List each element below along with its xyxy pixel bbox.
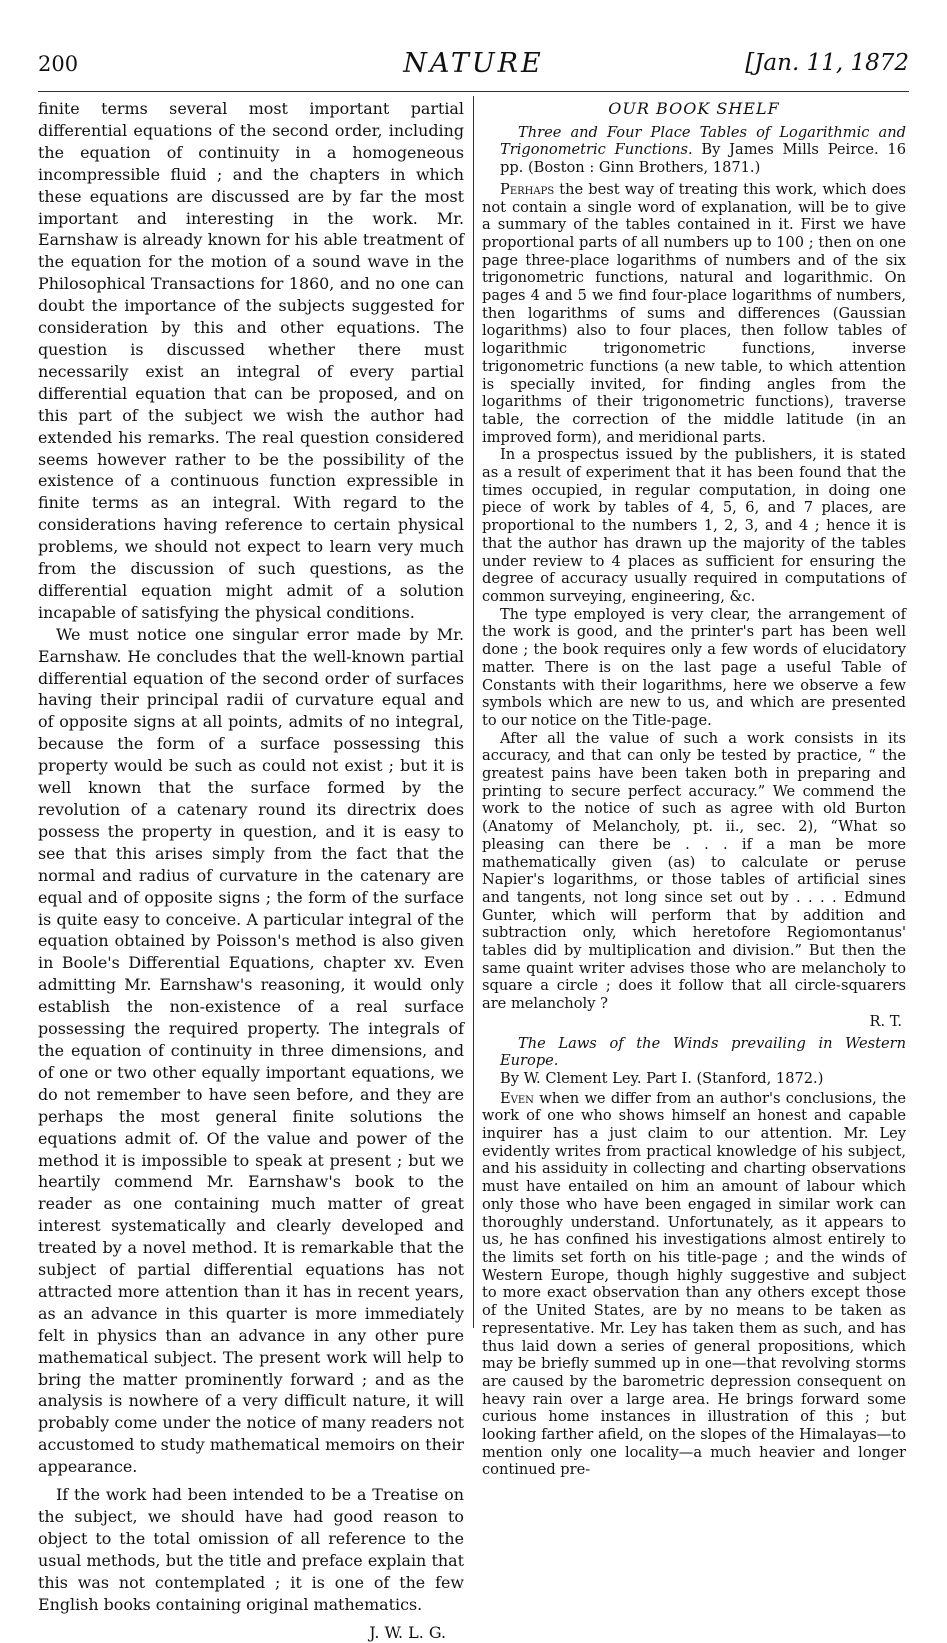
page-header [38,48,909,96]
paragraph: After all the value of such a work consists in its accuracy, and that can only be tested by practice, “ the greatest pains have been taken both in preparing and printing to secure perfect accuracy.” We commend the work to the notice of such as agree with old Burton (Anatomy of Melancholy, pt. ii., sec. 2), “What so pleasing can there be . . . if a man be more mathematically given (as) to calculate or peruse Napier's logarithms, or those tables of artificial sines and tangents, not long since set out by . . . . Edmund Gunter, which will perform that by addition and subtraction only, which heretofore Regiomontanus' tables did by multiplication and division.” But then the same quaint writer advises those who are melancholy to square a circle ; does it follow that all circle-squarers are melancholy ? [482,729,906,1013]
book-title: Three and Four Place Tables of Logarithmic and Trigonometric Functions. [500,123,906,159]
column-divider [473,96,474,1328]
right-column [482,98,906,1479]
paragraph: In a prospectus issued by the publishers, it is stated as a result of experiment that it has been found that the times occupied, in regular computation, in doing one piece of work by tables of 4, 5, 6, and 7 places, are proportional to the numbers 1, 2, 3, and 4 ; hence it is that the author has drawn up the majority of the tables under review to 4 places as sufficient for ensuring the degree of accuracy usually required in computations of common surveying, engineering, &c. [482,446,906,605]
lead-word: Perhaps [500,180,555,198]
lead-word: Even [500,1089,534,1107]
issue-date: [Jan. 11, 1872 [745,50,909,76]
book-citation [482,124,906,177]
paragraph: The type employed is very clear, the arrangement of the work is good, and the printer's part has been well done ; the book requires only a few words of elucidatory matter. There is on the last page a useful Table of Constants with their logarithms, here we observe a few symbols which are new to us, and which are presented to our notice on the Title-page. [482,605,906,729]
paragraph [482,1090,906,1479]
paragraph [482,181,906,447]
book-details: By W. Clement Ley. Part I. (Stanford, 1872.) [500,1069,824,1087]
book-title: The Laws of the Winds prevailing in Western Europe. [500,1034,906,1070]
paragraph: If the work had been intended to be a Treatise on the subject, we should have had good reason to object to the total omission of all reference to the usual methods, but the title and preface explain that this was not contemplated ; it is one of the few English books containing original mathematics. [38,1485,464,1614]
paragraph-text: when we differ from an author's conclusions, the work of one who shows himself an honest and capable inquirer has a just claim to our attention. Mr. Ley evidently writes from practical knowledge of his subject, and his assiduity in collecting and charting observations must have entailed on him an amount of labour which only those who have been engaged in similar work can thoroughly understand. Unfortunately, as it appears to us, he has confined his investigations almost entirely to the limits set forth on his title-page ; and the winds of Western Europe, though highly suggestive and subject to more exact observation than any others except those of the United States, are by no means to be taken as representative. Mr. Ley has taken them as such, and has thus laid down a series of general propositions, which may be briefly summed up in one—that revolving storms are caused by the barometric depression consequent on heavy rain over a large area. He brings forward some curious home instances in illustration of this ; but looking farther afield, on the slopes of the Himalayas—to mention only one locality—a much heavier and longer continued pre- [482,1089,906,1479]
signature: R. T. [869,1012,902,1030]
book-details: By James Mills Peirce. 16 pp. (Boston : Ginn Brothers, 1871.) [500,141,906,177]
journal-title: NATURE [403,48,544,79]
header-rule [38,91,909,92]
left-column [38,98,464,1643]
page-number: 200 [38,52,79,76]
paragraph: We must notice one singular error made by Mr. Earnshaw. He concludes that the well-known partial differential equation of the second order of surfaces having their principal radii of curvature equal and of opposite signs at all points, admits of no integral, because the form of a surface possessing this property would be such as could not exist ; but it is well known that the surface formed by the revolution of a catenary round its directrix does possess the property in question, and it is easy to see that this arises simply from the fact that the normal and radius of curvature in the catenary are equal and of opposite signs ; the form of the surface is quite easy to conceive. A particular integral of the equation obtained by Poisson's method is also given in Boole's Differential Equations, chapter xv. Even admitting Mr. Earnshaw's reasoning, it would only establish the non-existence of a real surface possessing the required property. The integrals of the equation of continuity in three dimensions, and of one or two other equally important equations, we do not remember to have seen before, and they are perhaps the most general finite solutions the equations admit of. Of the value and power of the method it is impossible to speak at present ; but we heartily commend Mr. Earnshaw's book to the reader as one containing much matter of great interest systematically and clearly developed and treated by a novel method. It is remarkable that the subject of partial differential equations has not attracted more attention than it has in recent years, as an advance in this quarter is more immediately felt in physics than an advance in any other pure mathematical subject. The present work will help to bring the matter prominently forward ; and as the analysis is nowhere of a very difficult nature, it will probably come under the notice of many readers not accustomed to study mathematical memoirs on their appearance. [38,624,464,1477]
book-citation [482,1035,906,1088]
paragraph-text: the best way of treating this work, which does not contain a single word of explanation, will be to give a summary of the tables contained in it. First we have proportional parts of all numbers up to 100 ; then on one page three-place logarithms of numbers and of the six trigonometric functions, natural and logarithmic. On pages 4 and 5 we find four-place logarithms of numbers, then logarithms of sums and differences (Gaussian logarithms) also to four places, then follow tables of logarithmic trigonometric functions, inverse trigonometric functions (a new table, to which attention is specially invited, for finding angles from the logarithms of their trigonometric functions), traverse table, the correction of the middle latitude (in an improved form), and meridional parts. [482,180,906,446]
paragraph: finite terms several most important partial differential equations of the second order, including the equation of continuity in a homogeneous incompressible fluid ; and the chapters in which these equations are discussed are by far the most important and interesting in the work. Mr. Earnshaw is already known for his able treatment of the equation for the motion of a sound wave in the Philosophical Transactions for 1860, and no one can doubt the importance of the subjects suggested for consideration by this and other equations. The question is discussed whether there must necessarily exist an integral of every partial differential equation that can be proposed, and on this part of the subject we wish the author had extended his remarks. The real question considered seems however rather to be the possibility of the existence of a continuous function expressible in finite terms as an integral. With regard to the considerations having reference to certain physical problems, we should not expect to learn very much from the discussion of such questions, as the differential equation might admit of a solution incapable of satisfying the physical conditions. [38,99,464,622]
signature: J. W. L. G. [369,1622,446,1642]
section-heading: OUR BOOK SHELF [608,99,780,118]
